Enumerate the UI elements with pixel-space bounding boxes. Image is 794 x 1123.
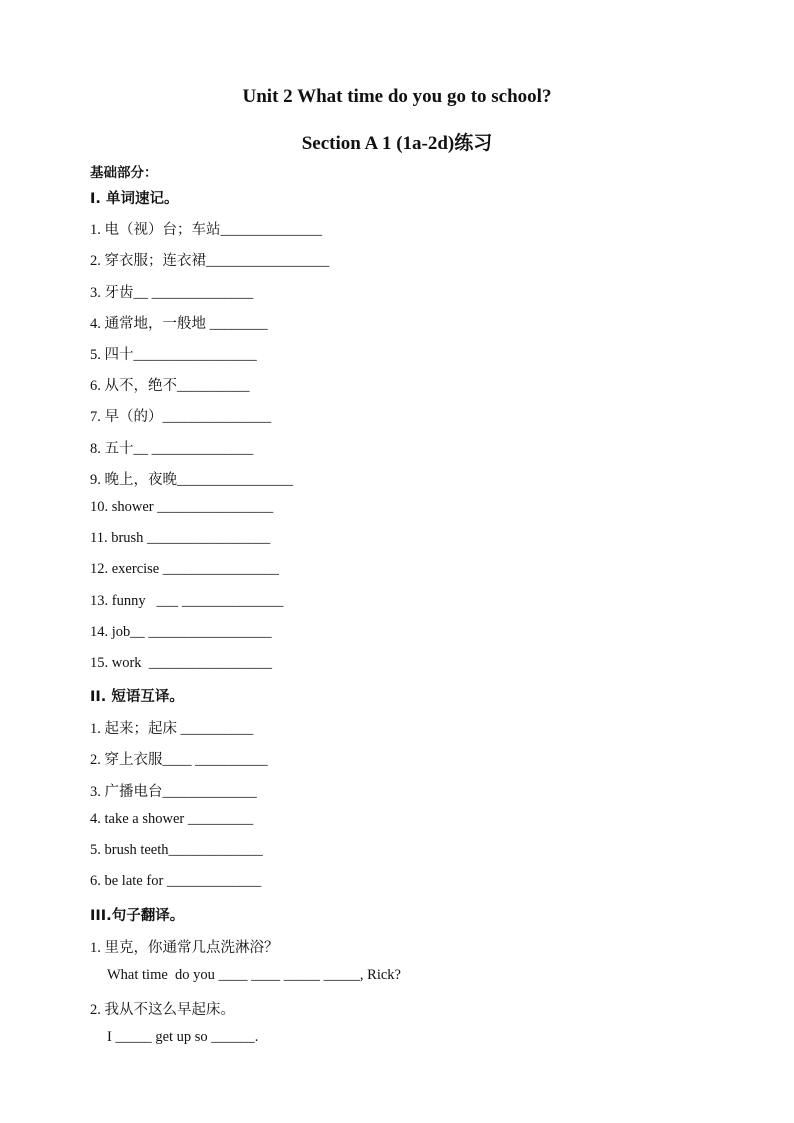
vocab-item-13: 13. funny ___ ______________ — [90, 593, 284, 609]
phrase-item-1: 1. 起来；起床 __________ — [90, 721, 254, 737]
sentence-2-chinese: 2. 我从不这么早起床。 — [90, 1002, 235, 1018]
vocab-item-1: 1. 电（视）台；车站______________ — [90, 222, 322, 238]
vocab-item-9: 9. 晚上，夜晚________________ — [90, 472, 293, 488]
vocab-item-12: 12. exercise ________________ — [90, 561, 279, 577]
vocab-item-8: 8. 五十__ ______________ — [90, 441, 254, 457]
phrase-item-2: 2. 穿上衣服____ __________ — [90, 752, 268, 768]
sentence-2-english: I _____ get up so ______. — [107, 1029, 259, 1045]
section-1-heading: I. 单词速记。 — [90, 191, 179, 207]
vocab-item-5: 5. 四十_________________ — [90, 347, 257, 363]
phrase-item-4: 4. take a shower _________ — [90, 811, 254, 827]
vocab-item-10: 10. shower ________________ — [90, 499, 274, 515]
vocab-item-11: 11. brush _________________ — [90, 530, 271, 546]
vocab-item-7: 7. 早（的）_______________ — [90, 409, 272, 425]
vocab-item-15: 15. work _________________ — [90, 655, 273, 671]
vocab-item-2: 2. 穿衣服；连衣裙_________________ — [90, 253, 330, 269]
sentence-1-chinese: 1. 里克，你通常几点洗淋浴？ — [90, 940, 279, 956]
basic-section-heading: 基础部分： — [90, 165, 158, 181]
phrase-item-6: 6. be late for _____________ — [90, 873, 262, 889]
vocab-item-6: 6. 从不，绝不__________ — [90, 378, 250, 394]
phrase-item-5: 5. brush teeth_____________ — [90, 842, 263, 858]
vocab-item-3: 3. 牙齿__ ______________ — [90, 285, 254, 301]
section-2-heading: II. 短语互译。 — [90, 689, 184, 705]
document-subtitle: Section A 1 (1a-2d)练习 — [301, 133, 493, 154]
phrase-item-3: 3. 广播电台_____________ — [90, 784, 257, 800]
vocab-item-4: 4. 通常地，一般地 ________ — [90, 316, 268, 332]
vocab-item-14: 14. job__ _________________ — [90, 624, 272, 640]
section-3-heading: III.句子翻译。 — [90, 908, 185, 924]
sentence-1-english: What time do you ____ ____ _____ _____, Rick? — [107, 967, 401, 983]
document-title: Unit 2 What time do you go to school? — [242, 86, 552, 107]
